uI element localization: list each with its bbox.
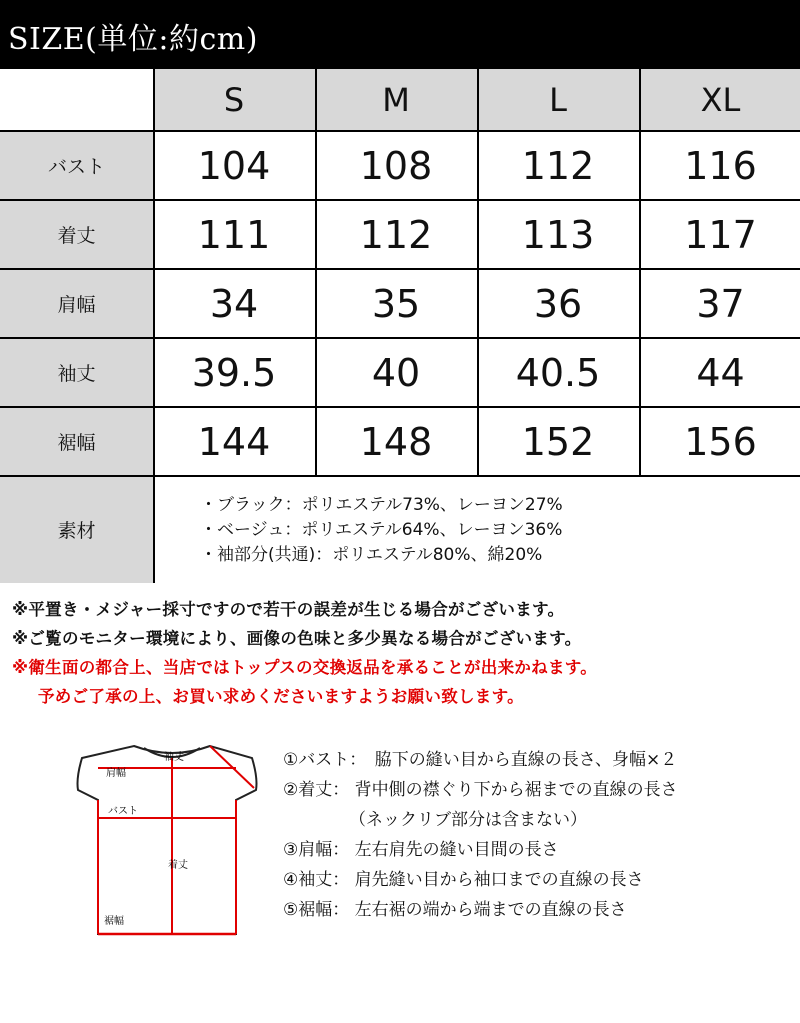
note-acknowledge: 予めご了承の上、お買い求めくださいますようお願い致します。 bbox=[38, 687, 524, 706]
measurement-guide bbox=[283, 745, 678, 925]
cell-shoulder-l: 36 bbox=[533, 281, 583, 326]
grid-line bbox=[0, 406, 800, 408]
size-title: SIZE(単位:約cm) bbox=[8, 22, 258, 57]
cell-sleeve-l: 40.5 bbox=[515, 350, 601, 395]
cell-shoulder-s: 34 bbox=[209, 281, 259, 326]
cell-bust-xl: 116 bbox=[684, 143, 757, 188]
cell-sleeve-s: 39.5 bbox=[191, 350, 277, 395]
cell-hem-xl: 156 bbox=[684, 419, 757, 464]
material-line-beige: ・ベージュ：ポリエステル64%、レーヨン36% bbox=[200, 520, 563, 540]
material-line-black: ・ブラック：ポリエステル73%、レーヨン27% bbox=[200, 495, 563, 515]
grid-line bbox=[153, 69, 155, 583]
diagram-label-length: 着丈 bbox=[168, 860, 188, 871]
cell-shoulder-m: 35 bbox=[371, 281, 421, 326]
note-measurement-error: ※平置き・メジャー採寸ですので若干の誤差が生じる場合がございます。 bbox=[12, 600, 565, 619]
column-header-xl: XL bbox=[700, 81, 741, 119]
row-header-hem: 裾幅 bbox=[57, 432, 96, 454]
material-line-sleeve: ・袖部分(共通)：ポリエステル80%、綿20% bbox=[200, 545, 543, 565]
grid-line bbox=[0, 337, 800, 339]
tshirt-diagram bbox=[56, 738, 286, 943]
diagram-label-sleeve: 袖丈 bbox=[164, 752, 184, 763]
diagram-label-hem: 裾幅 bbox=[104, 916, 124, 927]
cell-sleeve-xl: 44 bbox=[696, 350, 745, 395]
cell-bust-m: 108 bbox=[359, 143, 433, 188]
row-header-length: 着丈 bbox=[57, 225, 96, 247]
column-header-s: S bbox=[223, 81, 245, 119]
diagram-label-shoulder: 肩幅 bbox=[106, 768, 126, 779]
cell-hem-s: 144 bbox=[197, 419, 271, 464]
cell-length-xl: 117 bbox=[684, 212, 757, 257]
row-header-sleeve: 袖丈 bbox=[57, 363, 96, 385]
cell-bust-l: 112 bbox=[521, 143, 595, 188]
row-header-material: 素材 bbox=[57, 520, 96, 542]
grid-line bbox=[0, 475, 800, 477]
size-header bbox=[0, 0, 800, 69]
cell-shoulder-xl: 37 bbox=[696, 281, 745, 326]
tshirt-outline bbox=[78, 746, 257, 934]
row-header-bust: バスト bbox=[47, 156, 105, 178]
guide-length: ②着丈： 背中側の襟ぐり下から裾までの直線の長さ bbox=[283, 780, 678, 800]
row-header-shoulder: 肩幅 bbox=[57, 294, 96, 316]
guide-shoulder: ③肩幅： 左右肩先の縫い目間の長さ bbox=[283, 840, 559, 860]
cell-length-m: 112 bbox=[359, 212, 433, 257]
grid-line bbox=[0, 130, 800, 132]
diagram-label-bust: バスト bbox=[108, 806, 138, 817]
cell-sleeve-m: 40 bbox=[371, 350, 421, 395]
guide-sleeve: ④袖丈： 肩先縫い目から袖口までの直線の長さ bbox=[283, 870, 644, 890]
corner-cell bbox=[0, 69, 153, 131]
note-monitor-color: ※ご覧のモニター環境により、画像の色味と多少異なる場合がございます。 bbox=[12, 629, 582, 648]
cell-hem-m: 148 bbox=[359, 419, 433, 464]
grid-line bbox=[0, 268, 800, 270]
note-no-returns: ※衛生面の都合上、当店ではトップスの交換返品を承ることが出来かねます。 bbox=[12, 658, 598, 677]
cell-length-s: 111 bbox=[197, 212, 271, 257]
guide-bust: ①バスト： 脇下の縫い目から直線の長さ、身幅×２ bbox=[283, 750, 678, 770]
size-table bbox=[0, 69, 800, 583]
guide-hem: ⑤裾幅： 左右裾の端から端までの直線の長さ bbox=[283, 900, 627, 920]
cell-hem-l: 152 bbox=[521, 419, 595, 464]
guide-length-note: （ネックリブ部分は含まない） bbox=[349, 810, 587, 830]
cell-bust-s: 104 bbox=[197, 143, 271, 188]
grid-line bbox=[0, 199, 800, 201]
column-header-l: L bbox=[549, 81, 567, 119]
column-header-m: M bbox=[382, 81, 410, 119]
cell-length-l: 113 bbox=[521, 212, 595, 257]
